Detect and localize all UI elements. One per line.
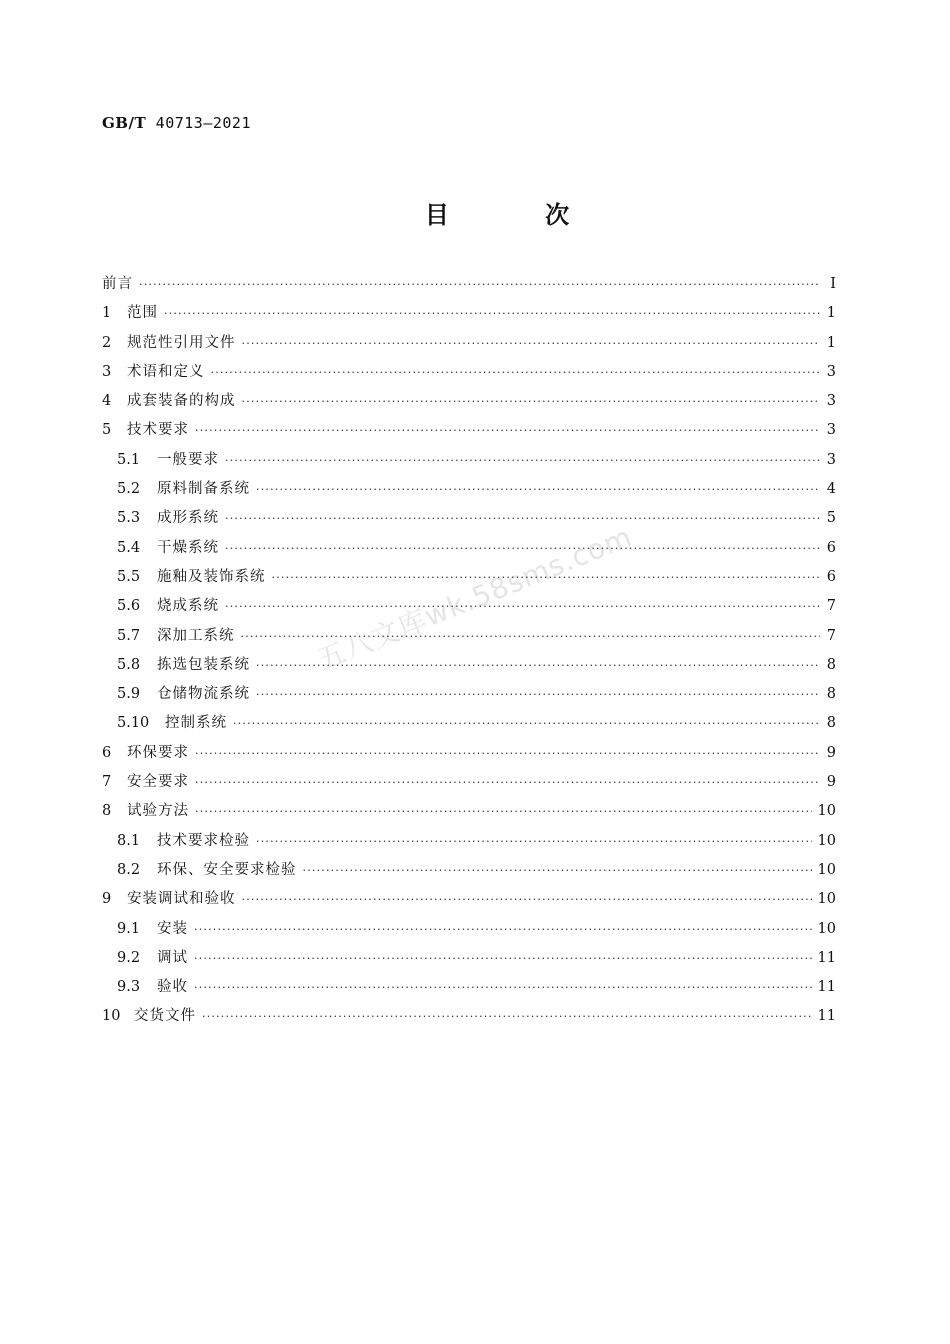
toc-entry-number: 7 (102, 774, 112, 791)
toc-entry-page: 11 (817, 1008, 836, 1025)
toc-entry-page: 1 (826, 305, 836, 322)
toc-entry-label: 术语和定义 (127, 363, 205, 380)
dot-leader (195, 416, 820, 445)
toc-entry-label: 交货文件 (134, 1008, 196, 1025)
toc-entry-page: 10 (817, 920, 836, 937)
dot-leader (256, 651, 820, 680)
dot-leader (139, 270, 820, 299)
toc-entry[interactable] (102, 534, 836, 563)
toc-entry-number: 5 (102, 422, 112, 439)
dot-leader (225, 534, 820, 563)
toc-entry[interactable] (102, 329, 836, 358)
toc-entry[interactable] (102, 739, 836, 768)
toc-entry[interactable] (102, 944, 836, 973)
toc-entry-page: 8 (826, 715, 836, 732)
toc-entry-page: 3 (826, 451, 836, 468)
toc-entry-number: 5.4 (117, 539, 141, 556)
toc-entry-page: 4 (826, 481, 836, 498)
toc-entry[interactable] (102, 973, 836, 1002)
toc-entry-page: Ⅰ (830, 276, 836, 292)
toc-entry-page: 10 (817, 803, 836, 820)
dot-leader (164, 299, 820, 328)
toc-entry-number: 4 (102, 393, 112, 410)
toc-entry[interactable] (102, 709, 836, 738)
toc-entry[interactable] (102, 651, 836, 680)
dot-leader (195, 797, 812, 826)
toc-entry-page: 1 (826, 334, 836, 351)
toc-entry-page: 6 (826, 539, 836, 556)
dot-leader (272, 563, 821, 592)
toc-entry-page: 8 (826, 656, 836, 673)
dot-leader (194, 973, 812, 1002)
toc-entry-number: 5.10 (117, 715, 150, 732)
toc-entry[interactable] (102, 856, 836, 885)
toc-entry-label: 原料制备系统 (157, 481, 250, 498)
toc-entry-number: 5.9 (117, 686, 141, 703)
toc-entry-label: 仓储物流系统 (157, 686, 250, 703)
toc-entry-number: 1 (102, 305, 112, 322)
toc-entry-page: 11 (817, 979, 836, 996)
toc-entry[interactable] (102, 680, 836, 709)
toc-entry[interactable] (102, 622, 836, 651)
toc-entry-label: 范围 (127, 305, 158, 322)
toc-entry[interactable] (102, 475, 836, 504)
toc-entry-number: 5.8 (117, 656, 141, 673)
toc-entry-label: 试验方法 (127, 803, 189, 820)
toc-entry-label: 技术要求检验 (157, 832, 250, 849)
toc-entry-label: 环保要求 (127, 744, 189, 761)
toc-entry-label: 拣选包装系统 (157, 656, 250, 673)
toc-entry[interactable] (102, 504, 836, 533)
dot-leader (211, 358, 821, 387)
toc-entry-label: 一般要求 (157, 451, 219, 468)
toc-entry-label: 施釉及装饰系统 (157, 568, 266, 585)
toc-entry-label: 安全要求 (127, 774, 189, 791)
toc-entry[interactable] (102, 592, 836, 621)
page-title: 目 次 (424, 201, 614, 229)
watermark: 五八文库wk.58sms.com (312, 519, 638, 677)
toc-entry-page: 3 (826, 422, 836, 439)
toc-entry-label: 深加工系统 (157, 627, 235, 644)
toc-entry[interactable] (102, 827, 836, 856)
dot-leader (256, 827, 812, 856)
dot-leader (225, 504, 820, 533)
toc-entry-page: 6 (826, 568, 836, 585)
toc-entry-label: 安装调试和验收 (127, 891, 236, 908)
toc-entry[interactable] (102, 416, 836, 445)
toc-entry-label: 烧成系统 (157, 598, 219, 615)
toc-entry-label: 调试 (157, 949, 188, 966)
toc-entry-page: 10 (817, 891, 836, 908)
dot-leader (194, 944, 812, 973)
toc-entry-number: 9.2 (117, 949, 141, 966)
table-of-contents (102, 270, 836, 1032)
dot-leader (256, 475, 820, 504)
toc-entry-number: 2 (102, 334, 112, 351)
toc-entry[interactable] (102, 446, 836, 475)
toc-entry-number: 3 (102, 363, 112, 380)
dot-leader (225, 592, 820, 621)
toc-entry-number: 8.2 (117, 861, 141, 878)
toc-entry-label: 技术要求 (127, 422, 189, 439)
toc-entry[interactable] (102, 915, 836, 944)
dot-leader (225, 446, 820, 475)
toc-entry[interactable] (102, 797, 836, 826)
toc-entry-number: 5.6 (117, 598, 141, 615)
toc-entry-label: 成套装备的构成 (127, 393, 236, 410)
toc-entry-number: 8.1 (117, 832, 141, 849)
toc-entry[interactable] (102, 1002, 836, 1031)
toc-entry-number: 10 (102, 1008, 121, 1025)
toc-entry[interactable] (102, 885, 836, 914)
toc-entry-page: 10 (817, 861, 836, 878)
toc-entry-number: 9 (102, 891, 112, 908)
toc-entry-page: 7 (826, 627, 836, 644)
toc-entry-page: 9 (826, 744, 836, 761)
toc-entry-number: 8 (102, 803, 112, 820)
toc-entry-label: 验收 (157, 979, 188, 996)
toc-entry-page: 10 (817, 832, 836, 849)
toc-entry-number: 5.7 (117, 627, 141, 644)
toc-entry-label: 规范性引用文件 (127, 334, 236, 351)
toc-entry-label: 控制系统 (165, 715, 227, 732)
toc-entry-page: 5 (826, 510, 836, 527)
toc-entry-page: 8 (826, 686, 836, 703)
dot-leader (256, 680, 820, 709)
toc-entry-number: 9.3 (117, 979, 141, 996)
toc-entry-number: 9.1 (117, 920, 141, 937)
toc-entry[interactable] (102, 768, 836, 797)
toc-entry-page: 7 (826, 598, 836, 615)
dot-leader (242, 387, 821, 416)
toc-entry-number: 5.2 (117, 481, 141, 498)
standard-code (102, 114, 251, 132)
standard-number: 40713—2021 (155, 114, 251, 132)
dot-leader (194, 915, 812, 944)
toc-entry-label: 环保、安全要求检验 (157, 861, 297, 878)
standard-prefix: GB/T (102, 114, 147, 132)
dot-leader (195, 739, 820, 768)
toc-entry[interactable] (102, 387, 836, 416)
toc-entry[interactable] (102, 299, 836, 328)
toc-entry-label: 干燥系统 (157, 539, 219, 556)
toc-entry-page: 3 (826, 363, 836, 380)
dot-leader (242, 885, 812, 914)
toc-entry-number: 6 (102, 744, 112, 761)
dot-leader (303, 856, 812, 885)
dot-leader (202, 1002, 812, 1031)
toc-entry-number: 5.1 (117, 451, 141, 468)
dot-leader (195, 768, 820, 797)
toc-entry[interactable] (102, 563, 836, 592)
toc-entry-number: 5.5 (117, 568, 141, 585)
toc-entry[interactable] (102, 358, 836, 387)
toc-entry-label: 成形系统 (157, 510, 219, 527)
dot-leader (242, 329, 821, 358)
toc-entry-page: 11 (817, 949, 836, 966)
toc-entry-label: 安装 (157, 920, 188, 937)
toc-entry-number: 5.3 (117, 510, 141, 527)
toc-entry-page: 3 (826, 393, 836, 410)
dot-leader (233, 709, 820, 738)
dot-leader (241, 622, 821, 651)
toc-entry-label: 前言 (102, 276, 133, 292)
toc-entry[interactable] (102, 270, 836, 299)
toc-entry-page: 9 (826, 774, 836, 791)
